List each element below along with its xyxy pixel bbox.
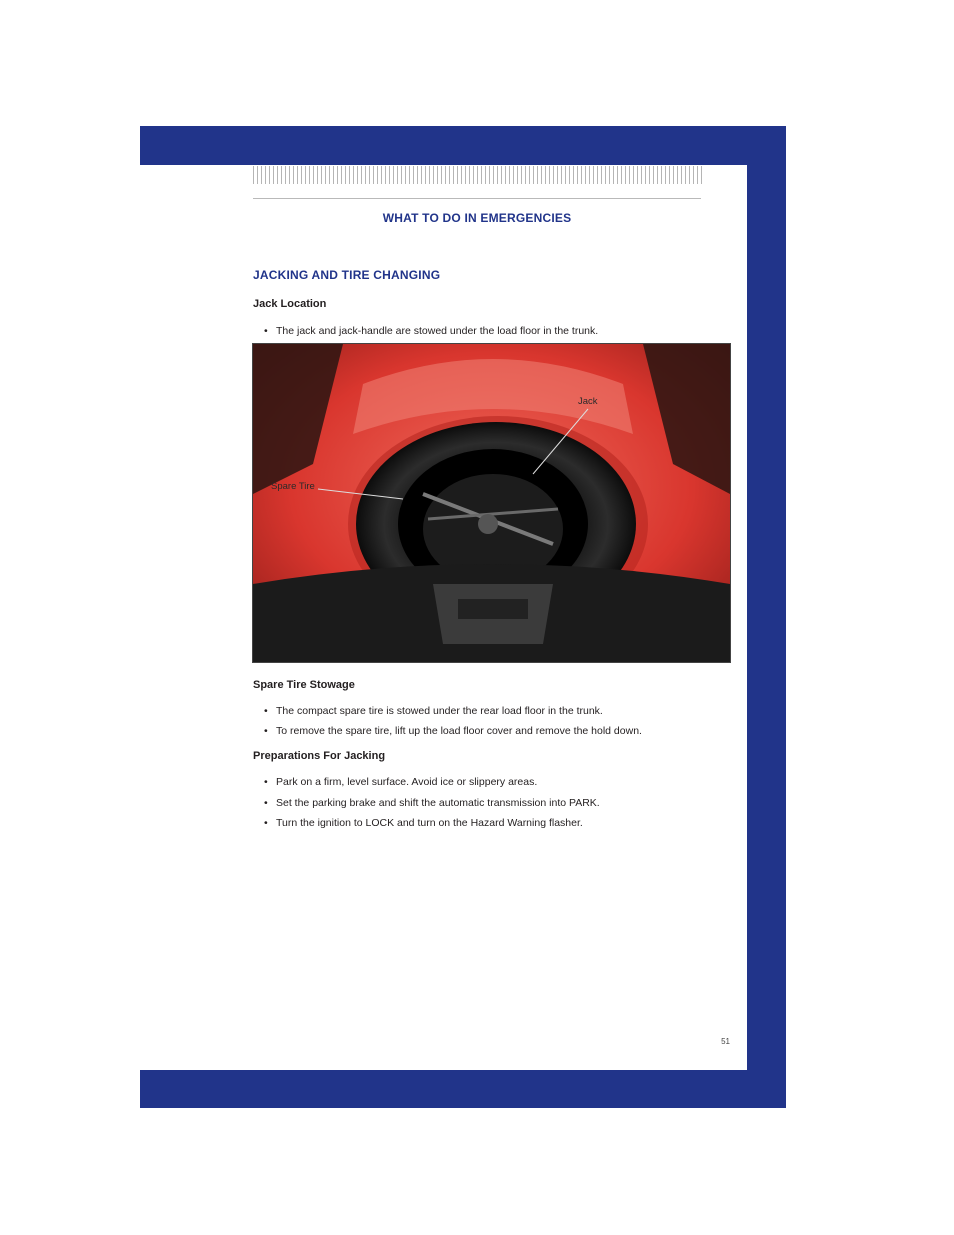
preparations-heading: Preparations For Jacking bbox=[253, 750, 386, 762]
list-item-text: Set the parking brake and shift the automatic transmission into PARK. bbox=[276, 797, 600, 809]
list-item: • The compact spare tire is stowed under the rear load floor in the trunk. bbox=[264, 705, 603, 717]
section-title: WHAT TO DO IN EMERGENCIES bbox=[382, 211, 572, 225]
list-item-text: The jack and jack-handle are stowed under the load floor in the trunk. bbox=[276, 325, 599, 337]
list-item: • Turn the ignition to LOCK and turn on the Hazard Warning flasher. bbox=[264, 817, 583, 829]
page-number: 51 bbox=[721, 1037, 730, 1046]
spare-tire-label: Spare Tire bbox=[271, 481, 315, 492]
list-item-text: Turn the ignition to LOCK and turn on the Hazard Warning flasher. bbox=[276, 817, 583, 829]
list-item: • Park on a firm, level surface. Avoid ice or slippery areas. bbox=[264, 776, 538, 788]
frame-top-bar bbox=[140, 126, 786, 165]
jack-label: Jack bbox=[578, 396, 598, 407]
list-item: • Set the parking brake and shift the automatic transmission into PARK. bbox=[264, 797, 600, 809]
list-item: • To remove the spare tire, lift up the load floor cover and remove the hold down. bbox=[264, 725, 642, 737]
decorative-tick-strip bbox=[253, 166, 703, 184]
jack-location-heading: Jack Location bbox=[253, 298, 327, 310]
trunk-photo bbox=[252, 343, 731, 663]
spare-tire-stowage-heading: Spare Tire Stowage bbox=[253, 679, 355, 691]
list-item: • The jack and jack-handle are stowed under the load floor in the trunk. bbox=[264, 325, 599, 337]
list-item-text: To remove the spare tire, lift up the load floor cover and remove the hold down. bbox=[276, 725, 642, 737]
frame-bottom-bar bbox=[140, 1070, 786, 1108]
header-rule bbox=[253, 198, 701, 199]
frame-right-bar bbox=[747, 126, 786, 1108]
main-heading: JACKING AND TIRE CHANGING bbox=[253, 268, 441, 282]
list-item-text: Park on a firm, level surface. Avoid ice or slippery areas. bbox=[276, 776, 538, 788]
list-item-text: The compact spare tire is stowed under the rear load floor in the trunk. bbox=[276, 705, 603, 717]
trunk-illustration bbox=[253, 344, 730, 662]
